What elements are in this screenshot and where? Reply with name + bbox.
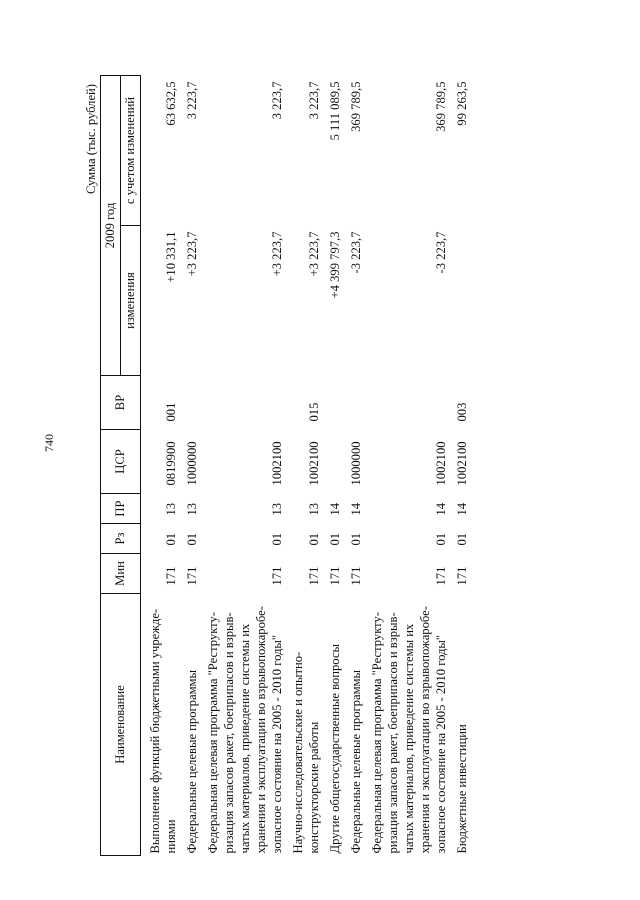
row-csr (324, 430, 345, 494)
header-pr: ПР (101, 494, 141, 524)
row-vr: 003 (455, 402, 469, 422)
table-row (324, 76, 345, 856)
table-row (345, 76, 366, 856)
header-vr: ВР (101, 376, 141, 430)
row-changes: +3 223,7 (270, 231, 284, 277)
row-name: Федеральные целевые программы (185, 670, 199, 854)
header-csr: ЦСР (101, 430, 141, 494)
row-total: 63 632,5 (164, 81, 178, 126)
row-changes (451, 226, 472, 376)
row-min: 171 (349, 566, 363, 586)
row-rz: 01 (455, 532, 469, 546)
row-csr: 1000000 (349, 441, 363, 486)
row-csr: 1002100 (434, 441, 448, 486)
row-min: 171 (328, 566, 342, 586)
row-pr: 14 (328, 502, 342, 516)
row-rz: 01 (434, 532, 448, 546)
table-row (202, 76, 287, 856)
row-pr: 14 (349, 502, 363, 516)
row-min: 171 (185, 566, 199, 586)
row-csr: 1000000 (185, 441, 199, 486)
row-name: Научно-исследовательские и опытно-конструкторские работы (291, 651, 321, 854)
row-name: Другие общегосударственные вопросы (328, 644, 342, 854)
row-total: 3 223,7 (307, 81, 321, 120)
row-vr (345, 376, 366, 430)
row-total: 369 789,5 (349, 81, 363, 132)
row-pr: 13 (270, 502, 284, 516)
rotated-page (84, 76, 560, 856)
row-pr: 14 (455, 502, 469, 516)
table-row (287, 76, 324, 856)
row-vr (324, 376, 345, 430)
row-pr: 13 (164, 502, 178, 516)
row-csr: 1002100 (270, 441, 284, 486)
row-name: Выполнение функций бюджетными учрежде-ниями (148, 608, 178, 854)
row-rz: 01 (185, 532, 199, 546)
row-total: 5 111 089,5 (328, 81, 342, 141)
table-row (141, 76, 182, 856)
header-with-changes: с учетом изменений (121, 76, 141, 226)
header-name: Наименование (101, 594, 141, 856)
row-csr: 1002100 (455, 441, 469, 486)
row-min: 171 (307, 566, 321, 586)
page-number: 740 (42, 434, 56, 452)
row-total: 3 223,7 (270, 81, 284, 120)
row-changes: +3 223,7 (307, 231, 321, 277)
table-row (181, 76, 202, 856)
row-vr (366, 376, 451, 430)
budget-table (100, 75, 472, 856)
row-pr: 13 (307, 502, 321, 516)
table-row (366, 76, 451, 856)
row-min: 171 (434, 566, 448, 586)
row-vr (181, 376, 202, 430)
row-rz: 01 (270, 532, 284, 546)
row-vr: 015 (307, 402, 321, 422)
row-vr (202, 376, 287, 430)
row-total: 3 223,7 (185, 81, 199, 120)
row-min: 171 (164, 566, 178, 586)
row-changes: -3 223,7 (349, 231, 363, 274)
row-rz: 01 (307, 532, 321, 546)
sum-caption: Сумма (тыс. рублей) (84, 84, 98, 195)
row-total: 369 789,5 (434, 81, 448, 132)
row-pr: 14 (434, 502, 448, 516)
row-vr: 001 (164, 402, 178, 422)
header-rz: Рз (101, 524, 141, 554)
table-row (451, 76, 472, 856)
row-rz: 01 (349, 532, 363, 546)
row-changes: +4 399 797,3 (328, 231, 342, 299)
row-name: Федеральная целевая программа "Реструкту-ризация запасов ракет, боеприпасов и взрыв-чатых материалов, приведение системы их хранения и эксплуатации во взрывопожаробе-зопасное состояние на 2005 - 2010 годы" (206, 606, 284, 854)
header-min: Мин (101, 554, 141, 594)
row-csr: 1002100 (307, 441, 321, 486)
row-total: 99 263,5 (455, 81, 469, 126)
row-name: Федеральные целевые программы (349, 670, 363, 854)
row-pr: 13 (185, 502, 199, 516)
row-rz: 01 (164, 532, 178, 546)
row-min: 171 (455, 566, 469, 586)
row-name: Бюджетные инвестиции (455, 724, 469, 854)
row-changes: -3 223,7 (434, 231, 448, 274)
row-changes: +3 223,7 (185, 231, 199, 277)
row-name: Федеральная целевая программа "Реструкту-ризация запасов ракет, боеприпасов и взрыв-чатых материалов, приведение системы их хранения и эксплуатации во взрывопожаробе-зопасное состояние на 2005 - 2010 годы" (370, 606, 448, 854)
header-year: 2009 год (101, 76, 121, 376)
header-changes: изменения (121, 226, 141, 376)
row-changes: +10 331,1 (164, 231, 178, 283)
row-min: 171 (270, 566, 284, 586)
row-csr: 0819900 (164, 441, 178, 486)
row-rz: 01 (328, 532, 342, 546)
